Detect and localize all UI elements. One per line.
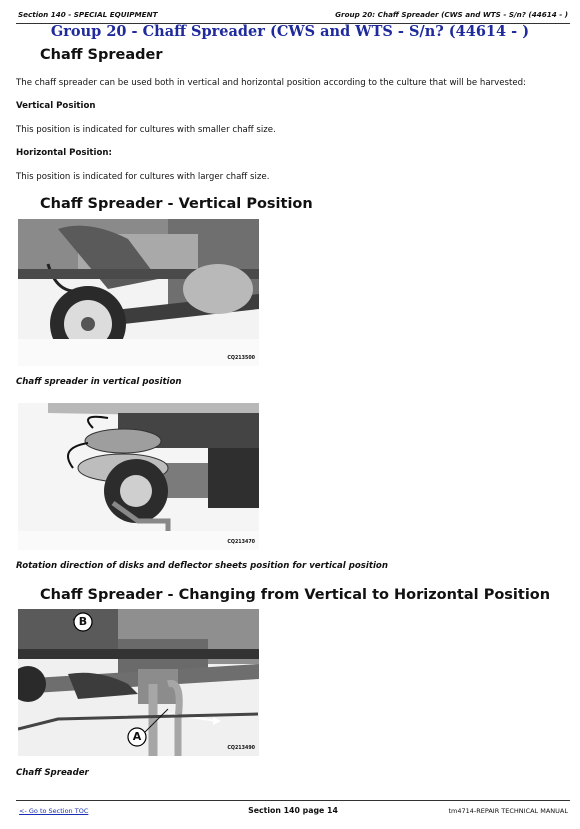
figure-rotation-direction (18, 403, 259, 550)
section-title: Chaff Spreader (40, 47, 163, 63)
figure3-caption: Chaff Spreader (16, 768, 89, 778)
page-number: Section 140 page 14 (248, 806, 338, 815)
page-footer (16, 800, 570, 821)
horizontal-position-text: This position is indicated for cultures with larger chaff size. (16, 172, 270, 182)
manual-name: tm4714-REPAIR TECHNICAL MANUAL (448, 807, 568, 815)
figure2-code: CQ213470 (227, 540, 255, 545)
header-group: Group 20: Chaff Spreader (CWS and WTS - S/n? (44614 - ) (335, 10, 568, 19)
vertical-position-heading: Chaff Spreader - Vertical Position (40, 196, 313, 212)
figure-chaff-spreader-vertical (18, 219, 259, 366)
callout-a: A (132, 730, 142, 743)
changing-position-heading: Chaff Spreader - Changing from Vertical to Horizontal Position (40, 587, 551, 603)
figure1-code: CQ213500 (227, 356, 255, 361)
figure3-code: CQ213490 (227, 746, 255, 751)
intro-text: The chaff spreader can be used both in vertical and horizontal position according to the culture that will be harvested: (16, 78, 526, 88)
figure-changing-position (18, 609, 259, 756)
vertical-position-text: This position is indicated for cultures with smaller chaff size. (16, 125, 276, 135)
header-section: Section 140 - SPECIAL EQUIPMENT (18, 10, 158, 19)
callout-b: B (78, 615, 88, 628)
vertical-position-label: Vertical Position (16, 101, 96, 111)
horizontal-position-label: Horizontal Position: (16, 148, 112, 158)
group-title: Group 20 - Chaff Spreader (CWS and WTS - S/n? (44614 - ) (50, 23, 530, 40)
figure1-caption: Chaff spreader in vertical position (16, 377, 182, 387)
go-to-section-toc-link[interactable]: <- Go to Section TOC (19, 807, 89, 815)
figure2-caption: Rotation direction of disks and deflector sheets position for vertical position (16, 561, 388, 571)
page-header (16, 9, 570, 24)
